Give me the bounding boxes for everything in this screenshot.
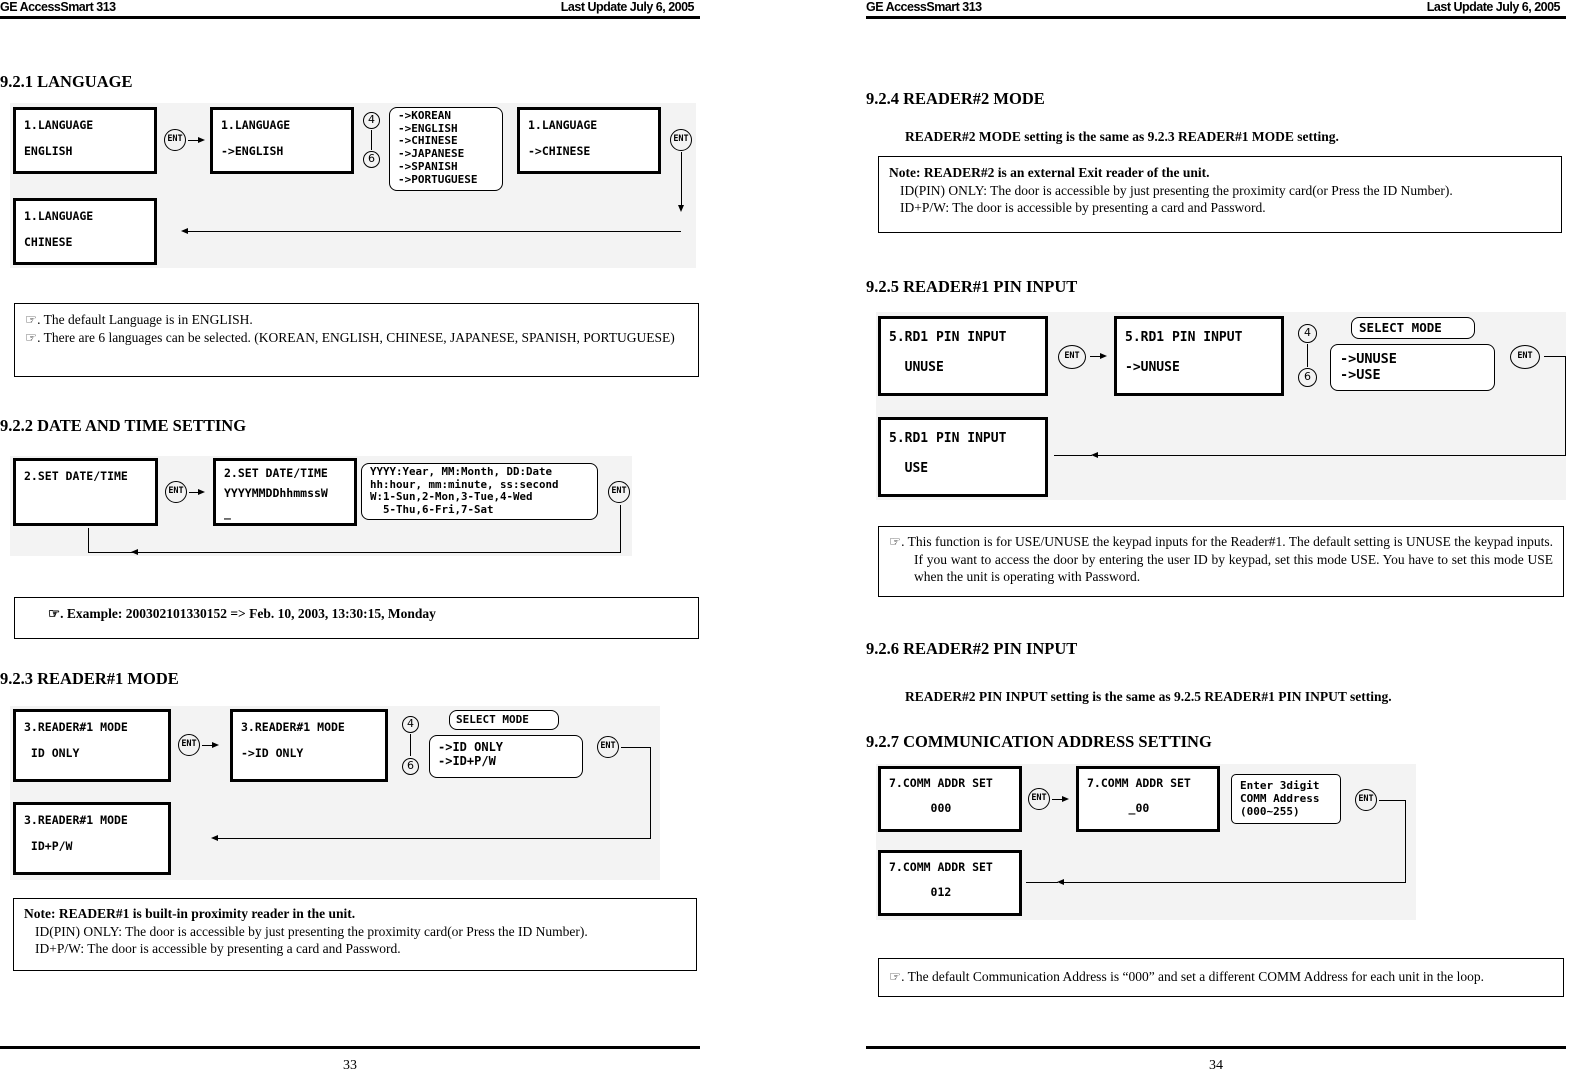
flow-line [1064,882,1405,883]
ent-key-icon: ENT [178,734,200,756]
key-4-icon: 4 [402,716,419,733]
example-text: ☞. Example: 200302101330152 => Feb. 10, 2003, 13:30:15, Monday [48,606,436,621]
flow-line [88,552,138,553]
flow-line [138,552,621,553]
header-update: Last Update July 6, 2005 [1426,0,1560,14]
flow-line [1565,356,1566,456]
page-34 [866,0,1566,1086]
lcd-comm-000: 7.COMM ADDR SET 000 [878,766,1022,832]
flow-line [1405,800,1406,883]
flow-line [1544,356,1566,357]
ent-key-icon: ENT [1058,345,1086,369]
note-text: ☞. This function is for USE/UNUSE the keypad inputs for the Reader#1. The default setting is UNUSE the keypad inputs. If you want to access the door by entering the user ID by keypad, set this mode USE. You have to set this mode USE when the unit is operating with Password. [889,534,1553,584]
arrow-right-icon [198,489,205,495]
arrow-right-icon [198,137,205,143]
lcd-pin1-unuse: 5.RD1 PIN INPUT UNUSE [878,316,1048,396]
flow-line [1098,455,1566,456]
note-line: ☞. There are 6 languages can be selected. (KOREAN, ENGLISH, CHINESE, JAPANESE, SPANISH, PORTUGUESE) [25,329,675,345]
lcd-reader1-select: 3.READER#1 MODE ->ID ONLY [230,709,388,782]
arrow-left-icon [211,835,218,841]
reader2-description: READER#2 MODE setting is the same as 9.2.3 READER#1 MODE setting. [905,129,1339,144]
arrow-down-icon [678,205,684,212]
section-heading-reader1: 9.2.3 READER#1 MODE [0,669,179,688]
lcd-reader1-idpw: 3.READER#1 MODE ID+P/W [13,802,171,875]
comm-note [878,958,1564,997]
note-line: ID+P/W: The door is accessible by presenting a card and Password. [900,200,1266,215]
ent-key-icon: ENT [165,481,187,503]
page-number: 34 [1209,1058,1223,1073]
flow-line [681,152,682,205]
lcd-language-chinese: 1.LANGUAGE CHINESE [13,198,157,265]
ent-key-icon: ENT [597,736,619,758]
note-title: Note: READER#1 is built-in proximity reader in the unit. [24,906,356,921]
key-4-icon: 4 [1298,324,1317,343]
ent-key-icon: ENT [1510,345,1540,369]
note-line: ☞. The default Language is in ENGLISH. [25,312,253,327]
arrow-line [1052,799,1062,800]
section-heading-pin1: 9.2.5 READER#1 PIN INPUT [866,277,1078,296]
lcd-pin1-select: 5.RD1 PIN INPUT ->UNUSE [1114,316,1284,396]
lcd-language-english: 1.LANGUAGE ENGLISH [13,107,157,174]
page-header [866,0,1566,19]
arrow-line [1090,356,1100,357]
lcd-language-select: 1.LANGUAGE ->ENGLISH [210,107,354,174]
language-note [14,303,699,377]
flow-line [620,505,621,552]
key-4-icon: 4 [363,112,380,129]
reader1-options: ->ID ONLY ->ID+P/W [429,735,583,778]
key-6-icon: 6 [363,151,380,168]
lcd-comm-012: 7.COMM ADDR SET 012 [878,850,1022,916]
note-line: ID+P/W: The door is accessible by presenting a card and Password. [35,941,401,956]
pin1-options: ->UNUSE ->USE [1330,344,1495,391]
flow-line [188,231,681,232]
flow-line [1054,455,1092,456]
lcd-language-chinese-select: 1.LANGUAGE ->CHINESE [517,107,661,174]
reader1-note [13,898,697,971]
flow-line [88,528,89,552]
lcd-datetime-input: 2.SET DATE/TIME YYYYMMDDhhmmssW _ [213,458,357,526]
arrow-right-icon [1062,796,1069,802]
page-footer-rule [0,1046,700,1049]
updown-arrow-icon [371,130,372,150]
datetime-legend: YYYY:Year, MM:Month, DD:Date hh:hour, mm:minute, ss:second W:1-Sun,2-Mon,3-Tue,4-Wed 5-Thu,6-Fri,7-Sat [361,463,598,520]
header-product: GE AccessSmart 313 [866,0,982,14]
pin1-note [878,526,1564,597]
arrow-line [189,492,198,493]
flow-line [1026,882,1058,883]
key-6-icon: 6 [402,758,419,775]
comm-hint: Enter 3digit COMM Address (000~255) [1231,774,1341,824]
updown-arrow-icon [410,734,411,756]
arrow-right-icon [212,742,219,748]
ent-key-icon: ENT [164,129,186,151]
ent-key-icon: ENT [1028,788,1050,810]
header-product: GE AccessSmart 313 [0,0,116,14]
page-footer-rule [866,1046,1566,1049]
datetime-example [14,597,699,639]
page-header [0,0,700,19]
select-mode-label: SELECT MODE [449,710,559,730]
flow-line [1379,800,1405,801]
ent-key-icon: ENT [608,481,630,503]
arrow-line [202,745,212,746]
header-update: Last Update July 6, 2005 [560,0,694,14]
key-6-icon: 6 [1298,368,1317,387]
updown-arrow-icon [1307,344,1308,367]
arrow-left-icon [1057,879,1064,885]
lcd-datetime: 2.SET DATE/TIME [13,458,158,526]
flow-line [218,838,650,839]
note-text: ☞. The default Communication Address is “000” and set a different COMM Address for each unit in the loop. [889,969,1484,984]
note-line: ID(PIN) ONLY: The door is accessible by just presenting the proximity card(or Press the ID Number). [35,923,588,939]
note-title: Note: READER#2 is an external Exit reader of the unit. [889,165,1210,180]
section-heading-reader2: 9.2.4 READER#2 MODE [866,89,1045,108]
flow-line [621,747,650,748]
lcd-pin1-use: 5.RD1 PIN INPUT USE [878,417,1048,497]
reader2-note [878,156,1562,233]
pin2-description: READER#2 PIN INPUT setting is the same as 9.2.5 READER#1 PIN INPUT setting. [905,689,1392,704]
flow-line [650,747,651,839]
page-33 [0,0,700,1086]
arrow-right-icon [1100,353,1107,359]
arrow-left-icon [181,228,188,234]
section-heading-pin2: 9.2.6 READER#2 PIN INPUT [866,639,1078,658]
section-heading-language: 9.2.1 LANGUAGE [0,72,133,91]
ent-key-icon: ENT [1355,789,1377,811]
select-mode-label: SELECT MODE [1351,317,1475,339]
arrow-line [188,140,198,141]
note-line: ID(PIN) ONLY: The door is accessible by just presenting the proximity card(or Press the ID Number). [900,182,1453,198]
ent-key-icon: ENT [670,129,692,151]
language-options: ->KOREAN ->ENGLISH ->CHINESE ->JAPANESE ->SPANISH ->PORTUGUESE [389,107,503,191]
lcd-comm-input: 7.COMM ADDR SET _00 [1076,766,1220,832]
section-heading-datetime: 9.2.2 DATE AND TIME SETTING [0,416,247,435]
arrow-left-icon [1091,452,1098,458]
section-heading-comm: 9.2.7 COMMUNICATION ADDRESS SETTING [866,732,1212,751]
page-number: 33 [343,1058,357,1073]
lcd-reader1-idonly: 3.READER#1 MODE ID ONLY [13,709,171,782]
